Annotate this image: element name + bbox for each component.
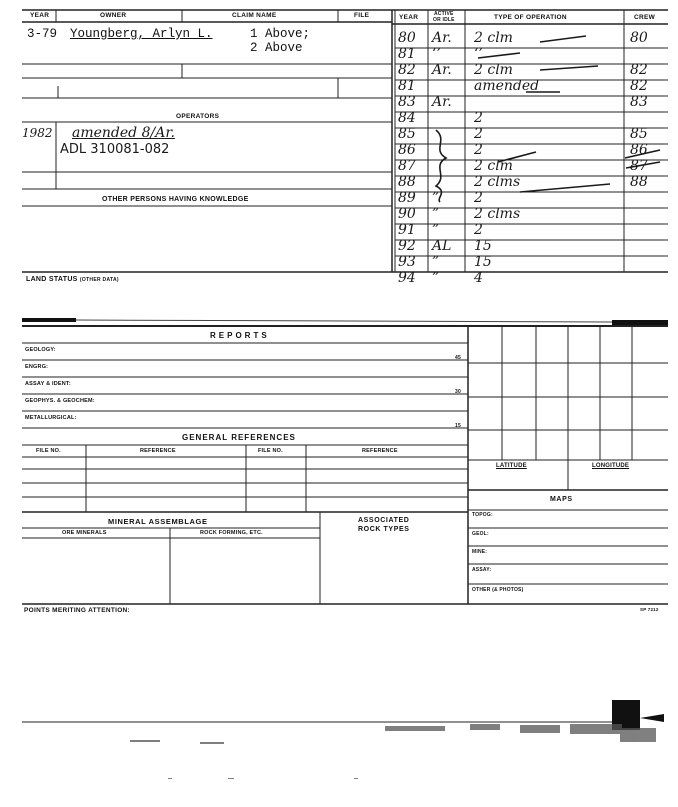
report-scale-number: 45 (455, 355, 461, 361)
activity-crew: 82 (630, 62, 648, 78)
activity-year: 88 (398, 174, 416, 190)
activity-year: 80 (398, 30, 416, 46)
rock-types-label: ROCK TYPES (358, 526, 410, 533)
activity-operation: amended (474, 78, 540, 94)
ore-minerals-label: ORE MINERALS (62, 530, 107, 536)
activity-active: ” (432, 190, 440, 206)
header-active: ACTIVE (434, 11, 454, 17)
activity-year: 81 (398, 46, 416, 62)
mineral-assemblage-title: MINERAL ASSEMBLAGE (108, 517, 208, 526)
activity-operation: 2 clm (474, 158, 513, 174)
maps-row-label: ASSAY: (472, 567, 492, 573)
longitude-label: LONGITUDE (592, 463, 630, 469)
operators-note: amended 8/Ar. (72, 125, 175, 141)
activity-active: Ar. (432, 94, 452, 110)
col-file-no: FILE NO. (36, 448, 61, 454)
maps-title: MAPS (550, 496, 573, 503)
header-file: FILE (354, 12, 370, 19)
land-status-label (26, 276, 119, 283)
claim-line-2: 2 Above (250, 41, 303, 55)
header-crew: CREW (634, 14, 656, 21)
activity-operation: 2 clms (474, 174, 521, 190)
report-label: GEOLOGY: (25, 347, 56, 353)
owner-entry-name: Youngberg, Arlyn L. (70, 27, 213, 41)
header-year: YEAR (30, 12, 50, 19)
report-label: ENGRG: (25, 364, 49, 370)
operators-year: 1982 (22, 126, 53, 140)
activity-crew: 82 (630, 78, 648, 94)
maps-row-label: MINE: (472, 549, 488, 555)
owner-entry-year: 3-79 (27, 27, 58, 41)
report-label: GEOPHYS. & GEOCHEM: (25, 398, 95, 404)
activity-year: 85 (398, 126, 416, 142)
activity-operation: 2 (474, 110, 483, 126)
activity-crew: 88 (630, 174, 648, 190)
land-status-title: LAND STATUS (26, 276, 78, 283)
activity-year: 93 (398, 254, 416, 270)
activity-active: Ar. (432, 62, 452, 78)
activity-crew: 87 (630, 158, 648, 174)
activity-year: 92 (398, 238, 416, 254)
reports-title: REPORTS (210, 331, 270, 340)
rock-forming-label: ROCK FORMING, ETC. (200, 530, 263, 536)
activity-crew: 80 (630, 30, 648, 46)
latitude-label: LATITUDE (496, 463, 527, 469)
report-scale-number: 30 (455, 389, 461, 395)
activity-operation: 15 (474, 238, 492, 254)
header-or-idle: OR IDLE (433, 17, 455, 23)
header-year2: YEAR (399, 14, 419, 21)
activity-operation: 2 (474, 190, 483, 206)
form-number: SP 7212 (640, 607, 659, 612)
operators-reference: ADL 310081-082 (60, 142, 170, 157)
col-file-no-2: FILE NO. (258, 448, 283, 454)
report-scale-number: 15 (455, 423, 461, 429)
col-reference-2: REFERENCE (362, 448, 398, 454)
activity-year: 82 (398, 62, 416, 78)
activity-operation: 2 (474, 142, 483, 158)
activity-year: 94 (398, 270, 416, 286)
activity-crew: 86 (630, 142, 648, 158)
activity-operation: 2 clm (474, 30, 513, 46)
activity-year: 90 (398, 206, 416, 222)
maps-row-label: TOPOG: (472, 512, 493, 518)
activity-active: AL (432, 238, 452, 254)
general-references-title: GENERAL REFERENCES (182, 433, 296, 442)
activity-year: 83 (398, 94, 416, 110)
activity-operation: 2 (474, 222, 483, 238)
associated-label: ASSOCIATED (358, 517, 410, 524)
activity-active: ‘’ (432, 46, 441, 62)
activity-year: 87 (398, 158, 416, 174)
activity-crew: 83 (630, 94, 648, 110)
activity-operation: ‘’ (474, 46, 483, 62)
maps-row-label: GEOL: (472, 531, 489, 537)
activity-operation: 4 (474, 270, 483, 286)
activity-year: 84 (398, 110, 416, 126)
activity-year: 81 (398, 78, 416, 94)
header-type-of-operation: TYPE OF OPERATION (494, 14, 567, 21)
col-reference: REFERENCE (140, 448, 176, 454)
activity-crew: 85 (630, 126, 648, 142)
activity-year: 91 (398, 222, 416, 238)
claim-line-1: 1 Above; (250, 27, 311, 41)
activity-operation: 2 clms (474, 206, 521, 222)
report-label: METALLURGICAL: (25, 415, 77, 421)
activity-active: Ar. (432, 30, 452, 46)
activity-active: ” (432, 222, 440, 238)
land-status-sub: (OTHER DATA) (79, 277, 119, 283)
maps-row-label: OTHER (& PHOTOS) (472, 587, 524, 593)
activity-active: ” (432, 254, 440, 270)
report-label: ASSAY & IDENT: (25, 381, 71, 387)
points-meriting-label: POINTS MERITING ATTENTION: (24, 607, 131, 614)
operators-label: OPERATORS (176, 113, 220, 120)
activity-year: 86 (398, 142, 416, 158)
header-claim-name: CLAIM NAME (232, 12, 277, 19)
activity-operation: 15 (474, 254, 492, 270)
activity-active: ” (432, 206, 440, 222)
other-persons-label: OTHER PERSONS HAVING KNOWLEDGE (102, 196, 249, 203)
activity-operation: 2 clm (474, 62, 513, 78)
activity-year: 89 (398, 190, 416, 206)
activity-operation: 2 (474, 126, 483, 142)
header-owner: OWNER (100, 12, 127, 19)
activity-active: ” (432, 270, 440, 286)
